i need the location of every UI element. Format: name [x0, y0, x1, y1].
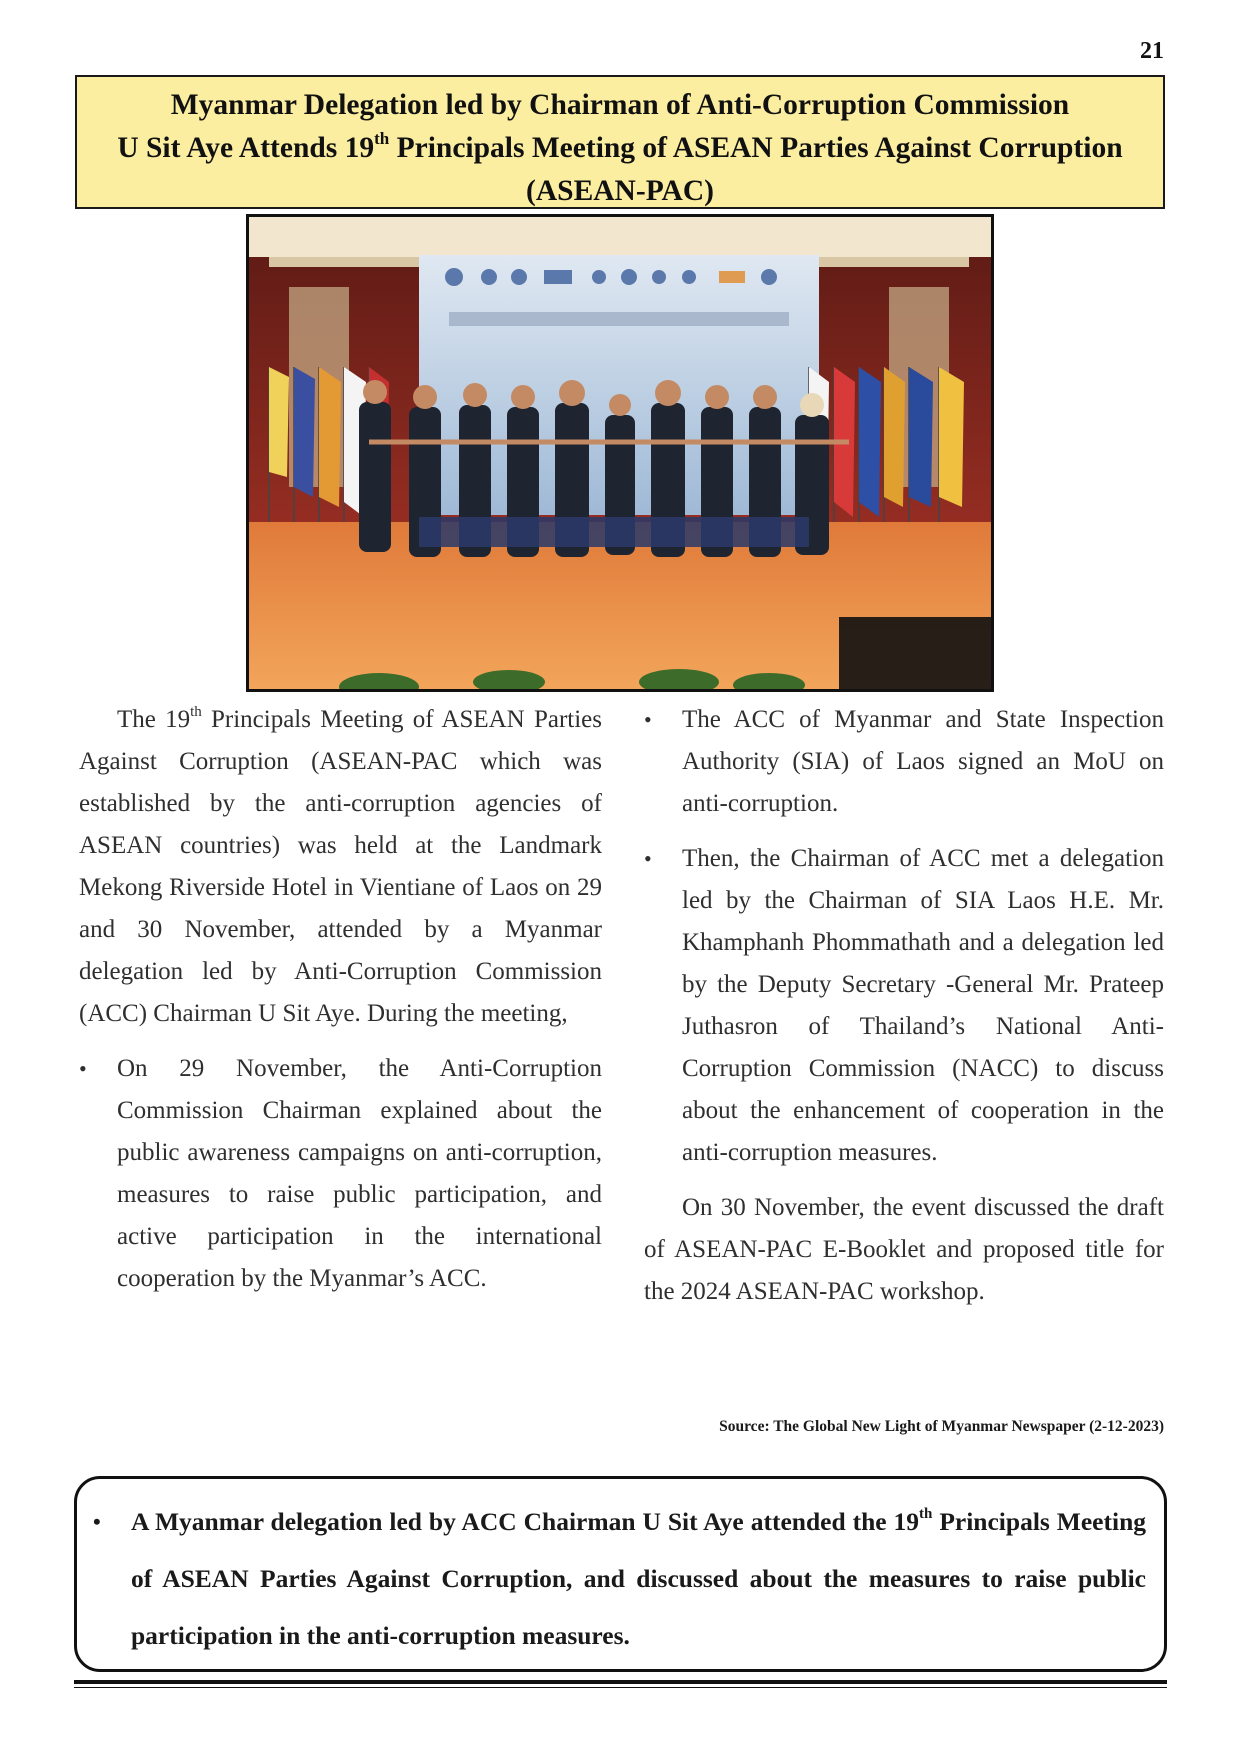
- summary-box: [74, 1476, 1167, 1672]
- footer-rule-thin: [74, 1687, 1167, 1688]
- footer-rule: [74, 1680, 1167, 1684]
- intro-body: Principals Meeting of ASEAN Parties Against Corruption (ASEAN-PAC which was established by the anti-corruption agencies of ASEAN countries) was held at the Landmark Mekong Riverside Hotel in Vientiane of Laos on 29 and 30 November, attended by a Myanmar delegation led by Anti-Corruption Commission (ACC) Chairman U Sit Aye. During the meeting,: [79, 706, 602, 1027]
- intro-start: The 19: [117, 706, 191, 733]
- title-superscript: th: [374, 129, 390, 149]
- intro-paragraph: [79, 699, 602, 1035]
- source-citation: Source: The Global New Light of Myanmar Newspaper (2-12-2023): [719, 1418, 1164, 1435]
- article-title-box: [75, 75, 1165, 209]
- summary-end: Principals Meeting of ASEAN Parties Against Corruption, and discussed about the measures to raise public participation in the anti-corruption measures.: [131, 1507, 1147, 1650]
- intro-superscript: th: [190, 703, 202, 720]
- bullet-item-mou: • The ACC of Myanmar and State Inspection Authority (SIA) of Laos signed an MoU on anti-corruption.: [644, 699, 1164, 825]
- page-number: 21: [1140, 38, 1164, 64]
- bullet-item-meetings: • Then, the Chairman of ACC met a delegation led by the Chairman of SIA Laos H.E. Mr. Khamphanh Phommathath and a delegation led by the Deputy Secretary -General Mr. Prateep Juthasron of Thailand’s National Anti-Corruption Commission (NACC) to discuss about the enhancement of cooperation in the anti-corruption measures.: [644, 838, 1164, 1174]
- title-line-3: (ASEAN-PAC): [526, 175, 714, 207]
- left-column: [79, 699, 602, 1300]
- right-column: [644, 699, 1164, 1313]
- summary-start: A Myanmar delegation led by ACC Chairman U Sit Aye attended the 19: [131, 1507, 920, 1536]
- group-photo-image: [246, 214, 994, 692]
- group-photo-illustration: [249, 217, 991, 689]
- bullet-item-awareness: • On 29 November, the Anti-Corruption Commission Chairman explained about the public awareness campaigns on anti-corruption, measures to raise public participation, and active participation in the international cooperation by the Myanmar’s ACC.: [79, 1048, 602, 1300]
- summary-superscript: th: [919, 1505, 933, 1522]
- title-line-2: [77, 127, 1163, 170]
- closing-paragraph: On 30 November, the event discussed the draft of ASEAN-PAC E-Booklet and proposed title for the 2024 ASEAN-PAC workshop.: [644, 1194, 1164, 1305]
- title-line-1: Myanmar Delegation led by Chairman of Anti-Corruption Commission: [170, 89, 1070, 121]
- summary-bullet: [93, 1493, 1146, 1664]
- title-line-2-start: U Sit Aye Attends 19: [117, 132, 375, 164]
- title-line-2-end: Principals Meeting of ASEAN Parties Against Corruption: [389, 132, 1123, 164]
